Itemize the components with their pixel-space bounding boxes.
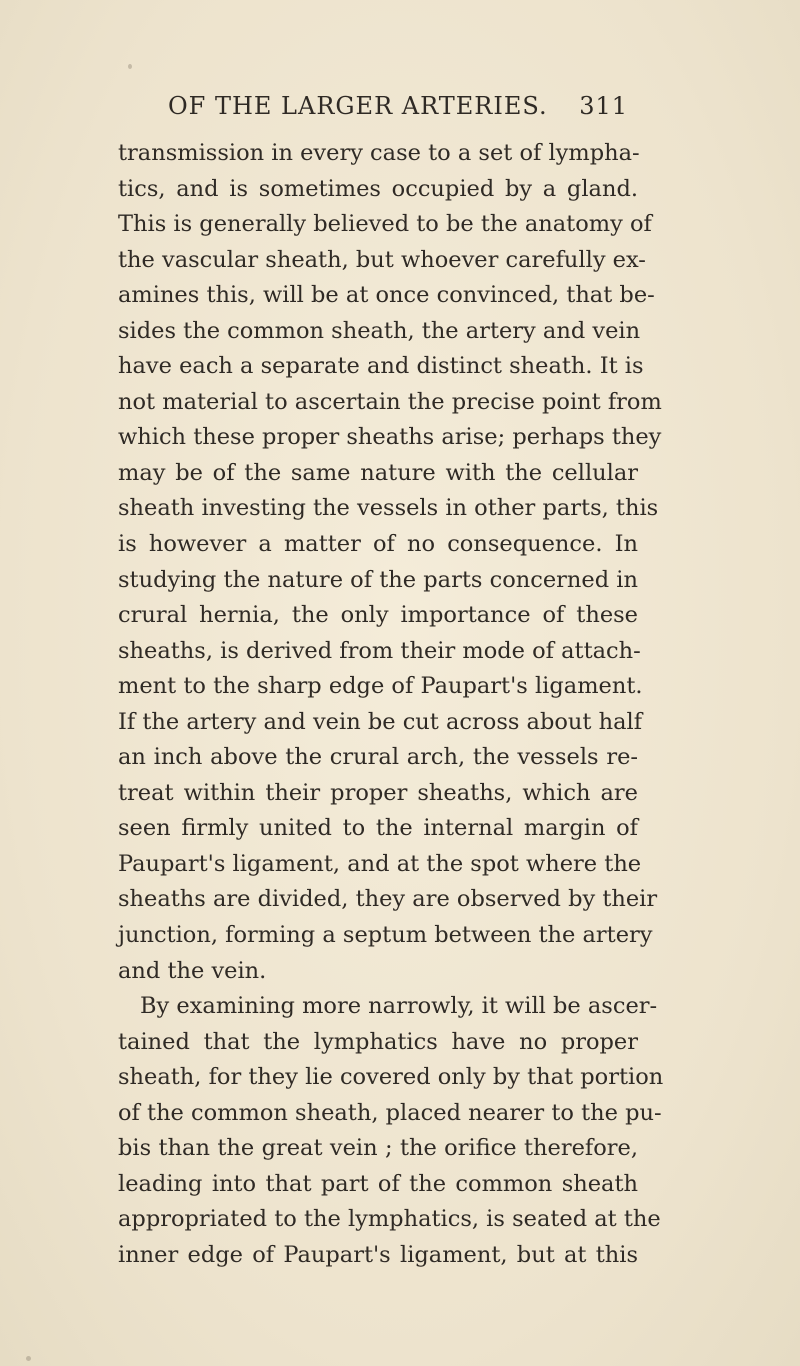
body-text bbox=[118, 136, 664, 1274]
text-line: tics, and is sometimes occupied by a gland. bbox=[118, 175, 638, 202]
text-line: inner edge of Paupart's ligament, but at this bbox=[118, 1241, 638, 1268]
text-line: sheaths, is derived from their mode of attach- bbox=[118, 637, 641, 664]
page-number: 311 bbox=[579, 92, 628, 120]
text-line: appropriated to the lymphatics, is seated at the bbox=[118, 1206, 661, 1233]
paragraph-last-line: and the vein. bbox=[118, 957, 267, 984]
text-line: leading into that part of the common sheath bbox=[118, 1170, 638, 1197]
text-line: tained that the lymphatics have no proper bbox=[118, 1028, 638, 1055]
text-line: bis than the great vein ; the orifice therefore, bbox=[118, 1135, 638, 1162]
text-line: have each a separate and distinct sheath. It is bbox=[118, 353, 644, 380]
text-line: sheath investing the vessels in other parts, this bbox=[118, 495, 659, 522]
text-line: This is generally believed to be the anatomy of bbox=[118, 211, 652, 238]
text-line: ment to the sharp edge of Paupart's ligament. bbox=[118, 673, 643, 700]
text-line: amines this, will be at once convinced, that be- bbox=[118, 282, 655, 309]
text-line: sheaths are divided, they are observed by their bbox=[118, 886, 658, 913]
paper-speck bbox=[128, 64, 132, 69]
text-line: is however a matter of no consequence. In bbox=[118, 531, 638, 558]
text-line: treat within their proper sheaths, which are bbox=[118, 779, 638, 806]
paper-speck bbox=[26, 1356, 31, 1361]
text-line: sides the common sheath, the artery and vein bbox=[118, 317, 641, 344]
text-line: may be of the same nature with the cellular bbox=[118, 459, 638, 486]
page-header bbox=[168, 92, 628, 132]
text-line: Paupart's ligament, and at the spot where the bbox=[118, 850, 642, 877]
text-line: junction, forming a septum between the artery bbox=[118, 922, 653, 949]
text-line: an inch above the crural arch, the vessels re- bbox=[118, 744, 638, 771]
paragraph-first-line: By examining more narrowly, it will be ascer- bbox=[140, 993, 658, 1020]
text-line: crural hernia, the only importance of these bbox=[118, 602, 638, 629]
text-line: of the common sheath, placed nearer to the pu- bbox=[118, 1099, 662, 1126]
text-line: sheath, for they lie covered only by that portion bbox=[118, 1064, 664, 1091]
text-line: studying the nature of the parts concerned in bbox=[118, 566, 638, 593]
text-line: not material to ascertain the precise point from bbox=[118, 388, 662, 415]
text-line: transmission in every case to a set of lympha- bbox=[118, 140, 640, 166]
text-line: which these proper sheaths arise; perhaps they bbox=[118, 424, 662, 451]
text-line: If the artery and vein be cut across about half bbox=[118, 708, 643, 735]
running-head: OF THE LARGER ARTERIES. bbox=[168, 92, 548, 120]
text-line: seen firmly united to the internal margin of bbox=[118, 815, 638, 842]
text-line: the vascular sheath, but whoever carefully ex- bbox=[118, 246, 646, 273]
